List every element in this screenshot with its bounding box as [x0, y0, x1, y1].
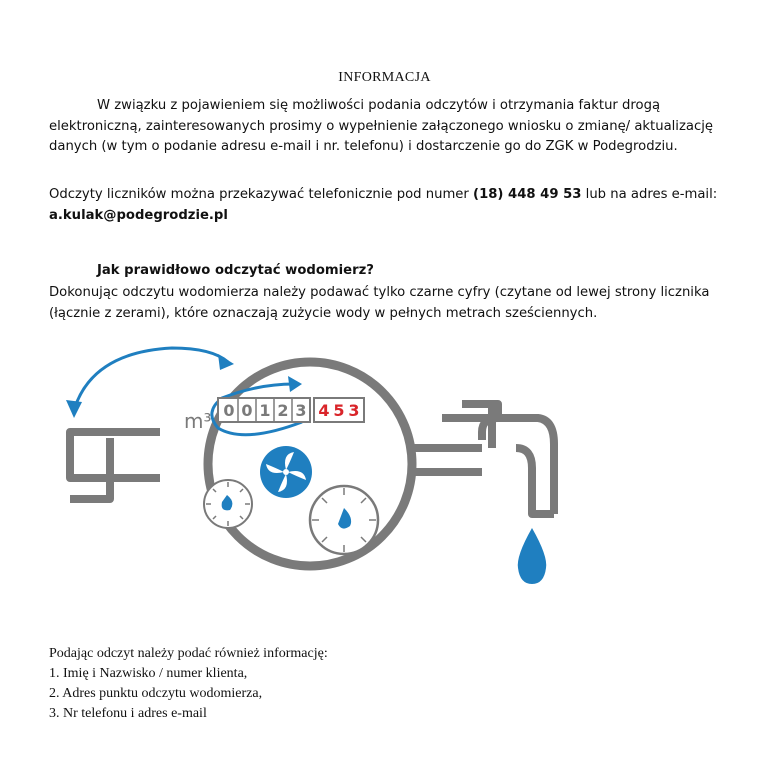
contact-paragraph	[49, 184, 719, 226]
list-item: 2. Adres punktu odczytu wodomierza,	[49, 686, 263, 701]
phone-number: (18) 448 49 53	[473, 187, 582, 202]
howto-heading: Jak prawidłowo odczytać wodomierz?	[97, 263, 374, 278]
water-drop-icon	[518, 528, 546, 584]
faucet	[412, 404, 554, 514]
large-dial-icon	[310, 486, 378, 554]
unit-label: m³	[184, 409, 212, 433]
footer-list	[49, 644, 649, 724]
water-meter-illustration	[62, 344, 562, 594]
red-digit: 5	[333, 401, 345, 420]
black-digit: 2	[277, 401, 289, 420]
list-item: 3. Nr telefonu i adres e-mail	[49, 706, 207, 721]
howto-body: Dokonując odczytu wodomierza należy podawać tylko czarne cyfry (czytane od lewej strony licznika (łącznie z zerami), które oznaczają zużycie wody w pełnych metrach sześciennych.	[49, 284, 710, 321]
propeller-icon	[260, 446, 312, 498]
black-digit: 0	[241, 401, 253, 420]
outer-arrow-tip-icon	[218, 354, 234, 370]
outer-arrow	[74, 348, 228, 410]
list-item: 1. Imię i Nazwisko / numer klienta,	[49, 666, 248, 681]
red-digit: 3	[348, 401, 360, 420]
black-digit: 3	[295, 401, 307, 420]
email-address: a.kulak@podegrodzie.pl	[49, 208, 228, 223]
howto-section	[49, 260, 719, 325]
contact-text-2: lub na adres e-mail:	[581, 187, 718, 202]
red-digit: 4	[318, 401, 330, 420]
intro-paragraph: W związku z pojawieniem się możliwości podania odczytów i otrzymania faktur drogą elektroniczną, zainteresowanych prosimy o wypełnienie załączonego wniosku o zmianę/ aktualizację danych (w tym o podanie adresu e-mail i nr. telefonu) i dostarczenie go do ZGK w Podegrodziu.	[49, 98, 714, 154]
inlet-pipe	[70, 432, 160, 499]
footer-intro: Podając odczyt należy podać również informację:	[49, 646, 328, 661]
black-digit: 0	[223, 401, 235, 420]
small-dial-icon	[204, 480, 252, 528]
contact-text-1: Odczyty liczników można przekazywać telefonicznie pod numer	[49, 187, 474, 202]
black-digit: 1	[259, 401, 271, 420]
document-title: INFORMACJA	[338, 70, 431, 85]
outer-arrow-head-icon	[66, 400, 82, 418]
